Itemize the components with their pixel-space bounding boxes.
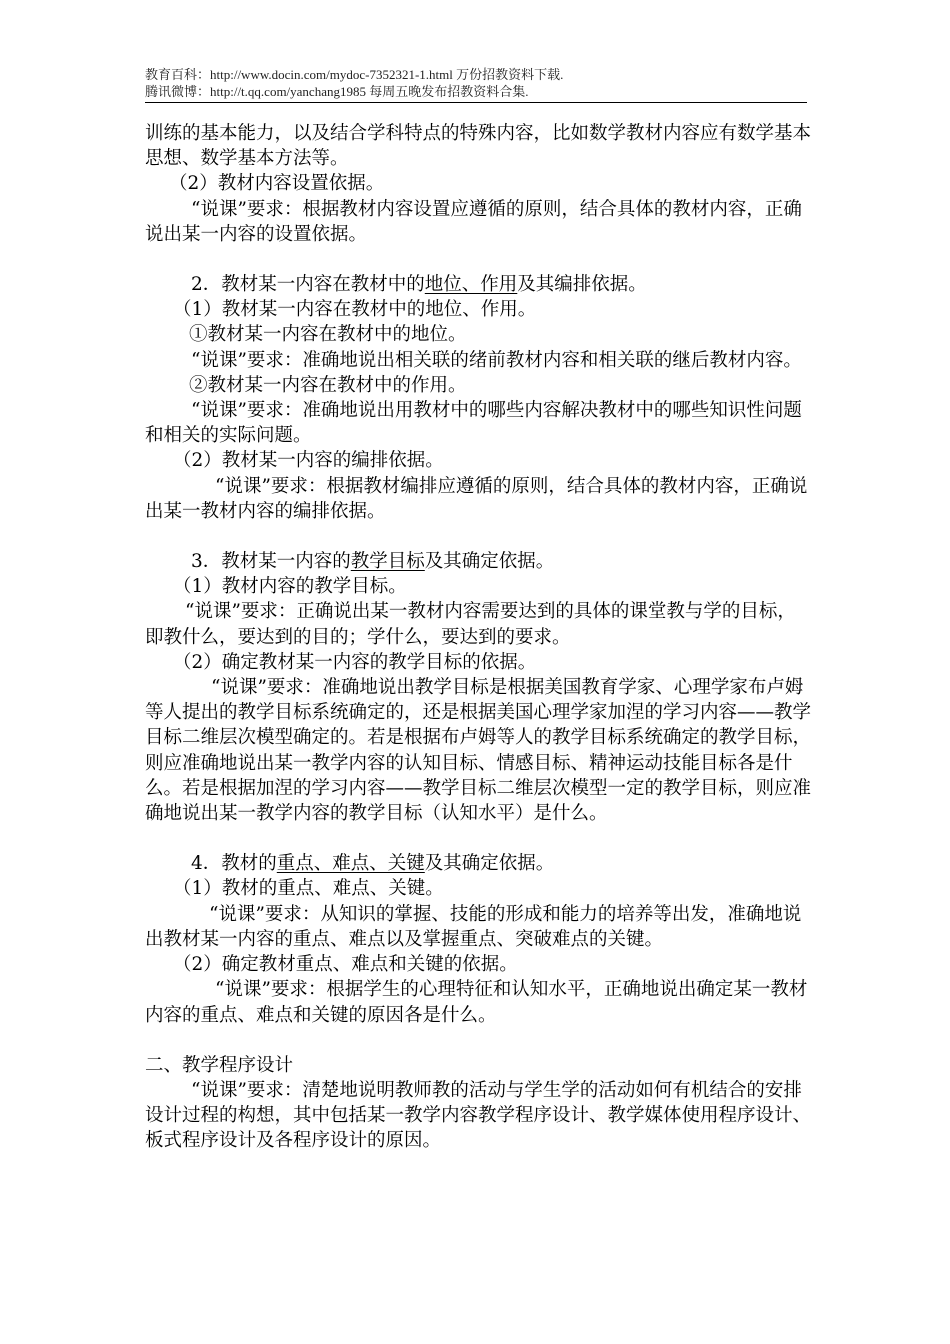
heading-text: 及其确定依据。: [424, 551, 555, 573]
heading-underlined-text: 重点、难点、关键: [276, 853, 425, 875]
paragraph: （2）教材内容设置依据。: [169, 173, 385, 195]
spacer: [145, 524, 813, 549]
heading-underlined-text: 地位、作用: [424, 274, 518, 296]
paragraph: （1）教材的重点、难点、关键。: [173, 878, 444, 900]
heading-text: 3．教材某一内容的: [191, 551, 351, 573]
paragraph: “说课”要求：根据学生的心理特征和认知水平，正确地说出确定某一教材内容的重点、难点和关键的原因各是什么。: [145, 979, 808, 1026]
heading-text: 2．教材某一内容在教材中的: [191, 274, 425, 296]
paragraph: “说课”要求：清楚地说明教师教的活动与学生学的活动如何有机结合的安排设计过程的构想，其中包括某一教学内容教学程序设计、教学媒体使用程序设计、板式程序设计及各程序设计的原因。: [145, 1079, 812, 1152]
page-header: [145, 66, 805, 100]
paragraph: （1）教材某一内容在教材中的地位、作用。: [173, 299, 537, 321]
paragraph: ①教材某一内容在教材中的地位。: [189, 324, 467, 346]
header-line-1: 教育百科：http://www.docin.com/mydoc-7352321-1.html 万份招教资料下载.: [145, 67, 564, 82]
paragraph: 训练的基本能力，以及结合学科特点的特殊内容，比如数学教材内容应有数学基本思想、数学基本方法等。: [145, 123, 812, 170]
heading-text: 4．教材的: [191, 853, 277, 875]
paragraph: “说课”要求：从知识的掌握、技能的形成和能力的培养等出发，准确地说出教材某一内容的重点、难点以及掌握重点、突破难点的关键。: [145, 903, 802, 950]
document-body: [145, 121, 813, 1154]
paragraph: “说课”要求：准确地说出用教材中的哪些内容解决教材中的哪些知识性问题和相关的实际问题。: [145, 400, 802, 447]
paragraph: “说课”要求：准确地说出相关联的绪前教材内容和相关联的继后教材内容。: [191, 349, 802, 371]
heading-text: 及其编排依据。: [517, 274, 647, 296]
heading-underlined-text: 教学目标: [350, 551, 425, 573]
paragraph: （2）确定教材重点、难点和关键的依据。: [173, 954, 518, 976]
paragraph: “说课”要求：根据教材内容设置应遵循的原则，结合具体的教材内容，正确说出某一内容的设置依据。: [145, 198, 802, 245]
paragraph: “说课”要求：准确地说出教学目标是根据美国教育学家、心理学家布卢姆等人提出的教学目标系统确定的，还是根据美国心理学家加涅的学习内容——教学目标二维层次模型确定的。若是根据布卢姆等人的教学目标系统确定的教学目标，则应准确地说出某一教学内容的认知目标、情感目标、精神运动技能目标各是什么。若是根据加涅的学习内容——教学目标二维层次模型一定的教学目标，则应准确地说出某一教学内容的教学目标（认知水平）是什么。: [145, 677, 812, 825]
paragraph: （2）教材某一内容的编排依据。: [173, 450, 444, 472]
heading-text: 及其确定依据。: [424, 853, 555, 875]
header-divider: [145, 102, 807, 103]
paragraph: “说课”要求：根据教材编排应遵循的原则，结合具体的教材内容，正确说出某一教材内容的编排依据。: [145, 475, 808, 522]
paragraph: （1）教材内容的教学目标。: [173, 576, 407, 598]
spacer: [145, 826, 813, 851]
spacer: [145, 247, 813, 272]
section-heading-4: [145, 851, 813, 876]
section-heading: 二、教学程序设计: [145, 1054, 294, 1076]
paragraph: “说课”要求：正确说出某一教材内容需要达到的具体的课堂教与学的目标，即教什么，要达到的目的；学什么，要达到的要求。: [145, 601, 796, 648]
header-line-2: 腾讯微博：http://t.qq.com/yanchang1985 每周五晚发布招教资料合集.: [145, 84, 529, 99]
paragraph: ②教材某一内容在教材中的作用。: [189, 374, 467, 396]
section-heading-3: [145, 549, 813, 574]
spacer: [145, 1028, 813, 1053]
paragraph: （2）确定教材某一内容的教学目标的依据。: [173, 651, 537, 673]
section-heading-2: [145, 272, 813, 297]
